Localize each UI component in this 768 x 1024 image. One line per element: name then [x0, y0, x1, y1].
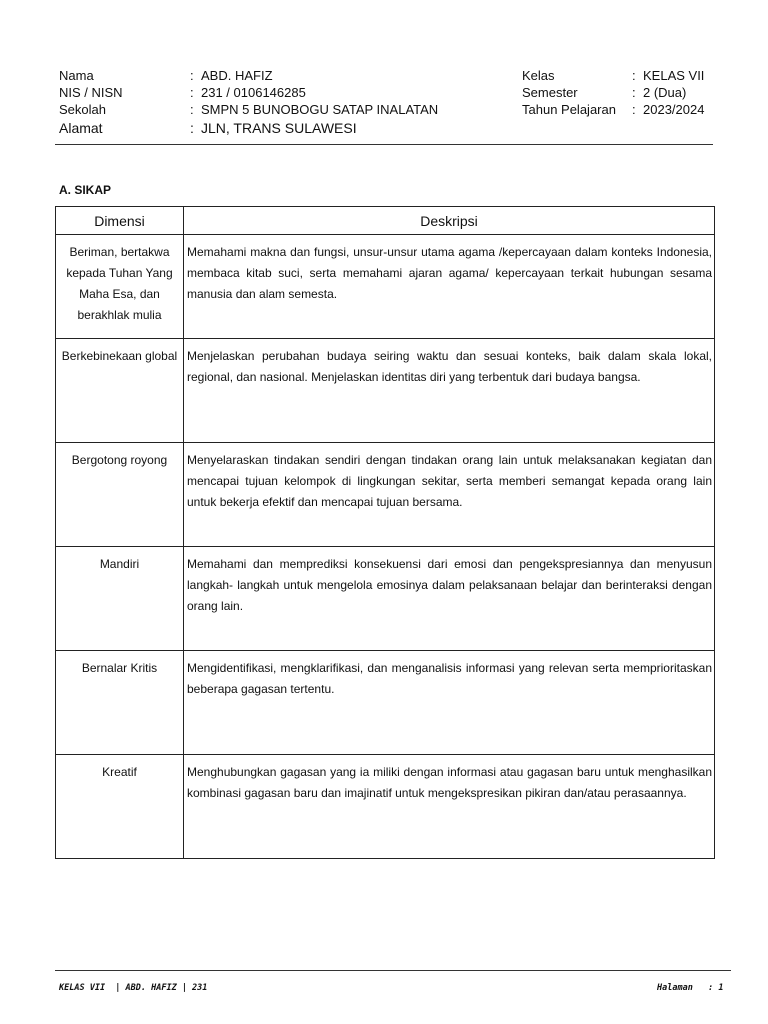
deskripsi-cell: Mengidentifikasi, mengklarifikasi, dan menganalisis informasi yang relevan serta memprioritaskan beberapa gagasan tertentu. — [184, 651, 715, 755]
table-row — [56, 651, 715, 755]
info-value: 2023/2024 — [643, 102, 705, 117]
info-colon: : — [632, 68, 636, 83]
info-label: NIS / NISN — [59, 85, 123, 100]
table-row — [56, 547, 715, 651]
dimensi-cell: Beriman, bertakwa kepada Tuhan Yang Maha Esa, dan berakhlak mulia — [56, 235, 184, 339]
deskripsi-cell: Menyelaraskan tindakan sendiri dengan tindakan orang lain untuk melaksanakan kegiatan dan mencapai tujuan kelompok di lingkungan sekitar, serta memberi semangat kepada orang lain untuk bekerja efektif dan mencapai tujuan bersama. — [184, 443, 715, 547]
header-divider — [55, 144, 713, 145]
dimensi-cell: Kreatif — [56, 755, 184, 859]
info-value: 2 (Dua) — [643, 85, 687, 100]
dimensi-cell: Bergotong royong — [56, 443, 184, 547]
column-header-dimensi: Dimensi — [56, 207, 184, 235]
info-label: Kelas — [522, 68, 555, 83]
footer-left-text: KELAS VII | ABD. HAFIZ | 231 — [59, 983, 208, 993]
dimensi-cell: Berkebinekaan global — [56, 339, 184, 443]
info-label: Sekolah — [59, 102, 106, 117]
info-colon: : — [190, 120, 194, 136]
table-row — [56, 755, 715, 859]
dimensi-cell: Mandiri — [56, 547, 184, 651]
deskripsi-cell: Memahami makna dan fungsi, unsur-unsur utama agama /kepercayaan dalam konteks Indonesia, membaca kitab suci, serta memahami ajaran agama/ kepercayaan terkait hubungan sesama manusia dan alam semesta. — [184, 235, 715, 339]
info-label: Tahun Pelajaran — [522, 102, 616, 117]
footer-divider — [55, 970, 731, 971]
info-colon: : — [632, 85, 636, 100]
info-value: SMPN 5 BUNOBOGU SATAP INALATAN — [201, 102, 439, 117]
info-value: ABD. HAFIZ — [201, 68, 273, 83]
dimensi-cell: Bernalar Kritis — [56, 651, 184, 755]
info-value: KELAS VII — [643, 68, 705, 83]
info-colon: : — [190, 85, 194, 100]
deskripsi-cell: Menghubungkan gagasan yang ia miliki dengan informasi atau gagasan baru untuk menghasilkan kombinasi gagasan baru dan imajinatif untuk mengekspresikan pikiran dan/atau perasaannya. — [184, 755, 715, 859]
info-label: Semester — [522, 85, 578, 100]
section-title: A. SIKAP — [59, 183, 112, 197]
table-row — [56, 339, 715, 443]
info-label: Alamat — [59, 120, 103, 136]
info-colon: : — [190, 102, 194, 117]
deskripsi-cell: Memahami dan memprediksi konsekuensi dari emosi dan pengekspresiannya dan menyusun langkah- langkah untuk mengelola emosinya dalam pelaksanaan belajar dan berinteraksi dengan orang lain. — [184, 547, 715, 651]
deskripsi-cell: Menjelaskan perubahan budaya seiring waktu dan sesuai konteks, baik dalam skala lokal, regional, dan nasional. Menjelaskan identitas diri yang terbentuk dari budaya bangsa. — [184, 339, 715, 443]
table-row — [56, 443, 715, 547]
table-row — [56, 235, 715, 339]
info-colon: : — [632, 102, 636, 117]
sikap-table — [55, 206, 715, 859]
footer-page-number: Halaman : 1 — [657, 983, 724, 993]
info-label: Nama — [59, 68, 94, 83]
column-header-deskripsi: Deskripsi — [184, 207, 715, 235]
info-value: 231 / 0106146285 — [201, 85, 306, 100]
info-colon: : — [190, 68, 194, 83]
info-value: JLN, TRANS SULAWESI — [201, 120, 357, 136]
table-header-row — [56, 207, 715, 235]
